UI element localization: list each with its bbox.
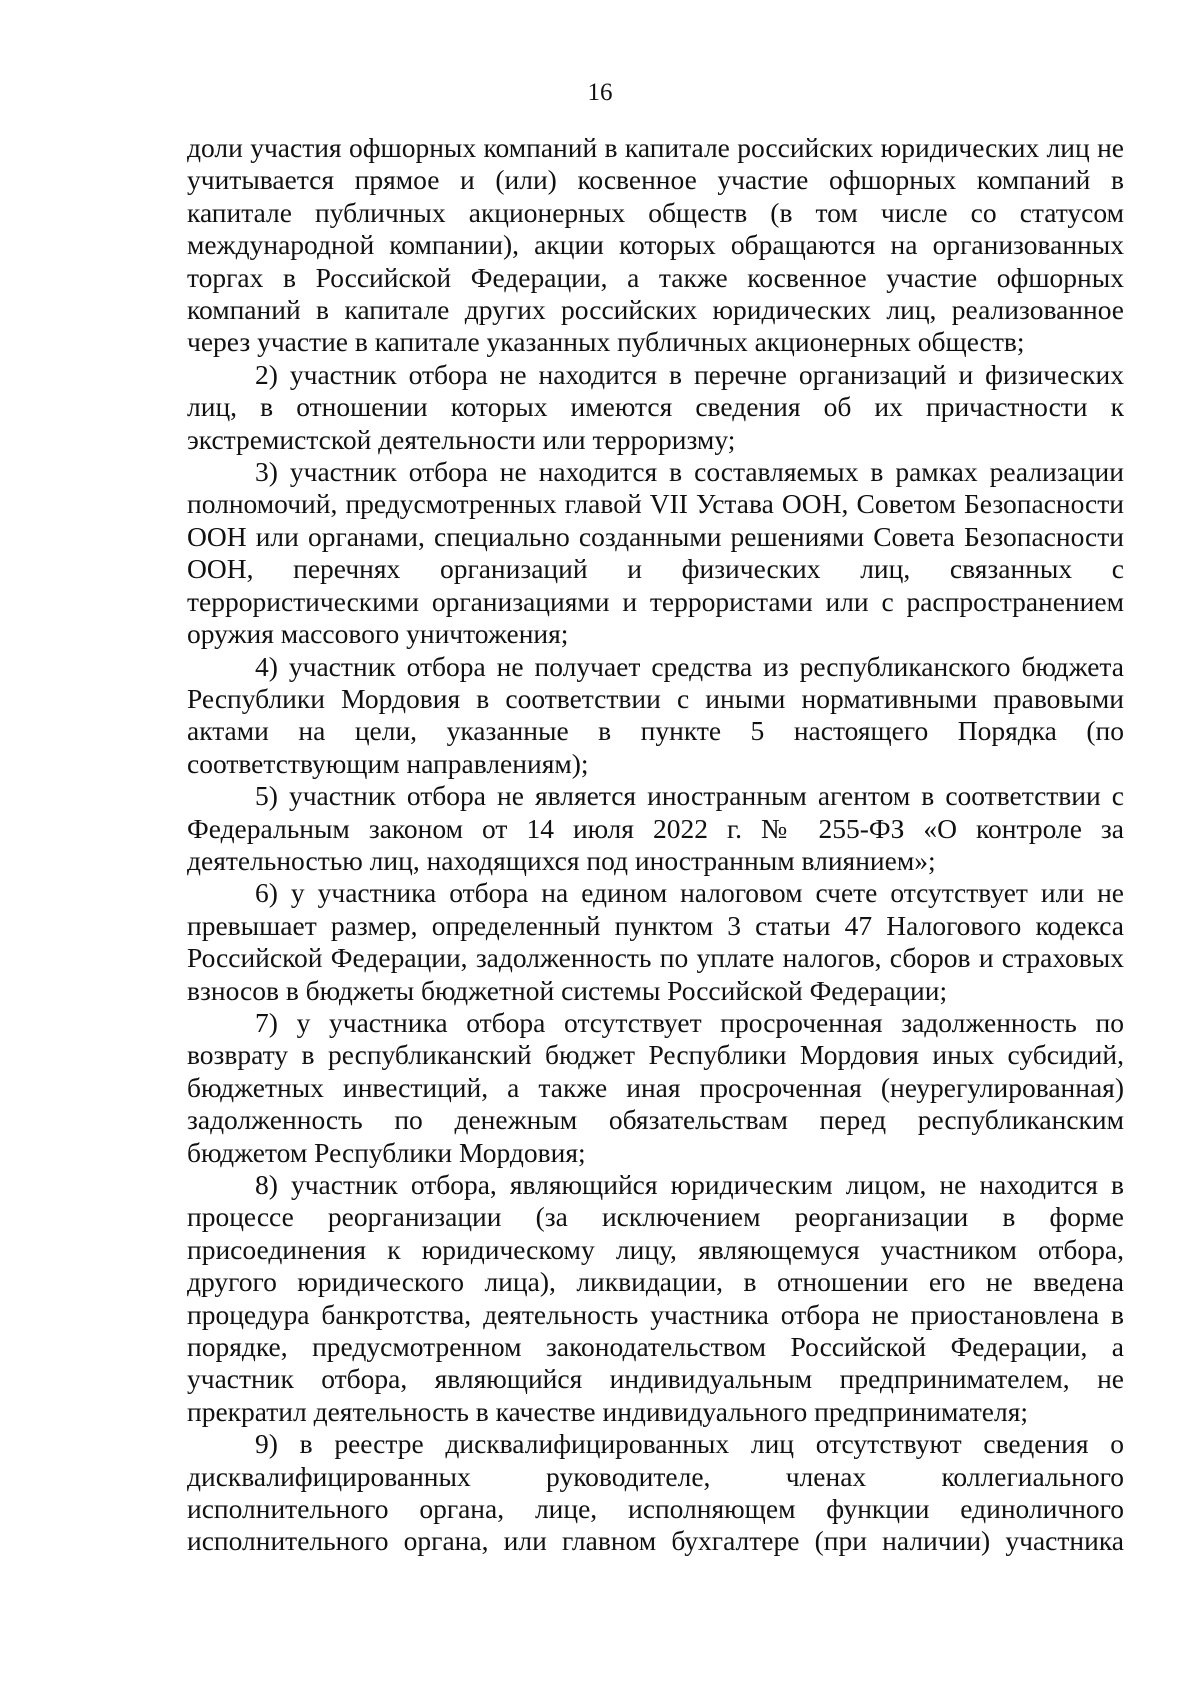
page-number: 16 (587, 79, 613, 106)
paragraph-offshore-participation: доли участия офшорных компаний в капитале российских юридических лиц не учитывается прямое и (или) косвенное участие офшорных компаний в капитале публичных акционерных обществ (в том числе со статусом международной компании), акции которых обращаются на организованных торгах в Российской Федерации, а также косвенное участие офшорных компаний в капитале других российских юридических лиц, реализованное через участие в капитале указанных публичных акционерных обществ; (187, 132, 1124, 358)
paragraph-item-6: 6) у участника отбора на едином налоговом счете отсутствует или не превышает размер, определенный пунктом 3 статьи 47 Налогового кодекса Российской Федерации, задолженность по уплате налогов, сборов и страховых взносов в бюджеты бюджетной системы Российской Федерации; (187, 877, 1124, 1006)
paragraph-item-9: 9) в реестре дисквалифицированных лиц отсутствуют сведения о дисквалифицированных руководителе, членах коллегиального исполнительного органа, лице, исполняющем функции единоличного исполнительного органа, или главном бухгалтере (при наличии) участника (187, 1428, 1124, 1557)
paragraph-item-5: 5) участник отбора не является иностранным агентом в соответствии с Федеральным законом от 14 июля 2022 г. № 255-ФЗ «О контроле за деятельностью лиц, находящихся под иностранным влиянием»; (187, 780, 1124, 876)
paragraph-item-3: 3) участник отбора не находится в составляемых в рамках реализации полномочий, предусмотренных главой VII Устава ООН, Советом Безопасности ООН или органами, специально созданными решениями Совета Безопасности ООН, перечнях организаций и физических лиц, связанных с террористическими организациями и террористами или с распространением оружия массового уничтожения; (187, 456, 1124, 650)
paragraph-item-8: 8) участник отбора, являющийся юридическим лицом, не находится в процессе реорганизации (за исключением реорганизации в форме присоединения к юридическому лицу, являющемуся участником отбора, другого юридического лица), ликвидации, в отношении его не введена процедура банкротства, деятельность участника отбора не приостановлена в порядке, предусмотренном законодательством Российской Федерации, а участник отбора, являющийся индивидуальным предпринимателем, не прекратил деятельность в качестве индивидуального предпринимателя; (187, 1169, 1124, 1427)
paragraph-item-2: 2) участник отбора не находится в перечне организаций и физических лиц, в отношении которых имеются сведения об их причастности к экстремистской деятельности или терроризму; (187, 358, 1124, 455)
document-body (187, 132, 1124, 1558)
paragraph-item-4: 4) участник отбора не получает средства из республиканского бюджета Республики Мордовия в соответствии с иными нормативными правовыми актами на цели, указанные в пункте 5 настоящего Порядка (по соответствующим направлениям); (187, 650, 1124, 779)
paragraph-item-7: 7) у участника отбора отсутствует просроченная задолженность по возврату в республиканский бюджет Республики Мордовия иных субсидий, бюджетных инвестиций, а также иная просроченная (неурегулированная) задолженность по денежным обязательствам перед республиканским бюджетом Республики Мордовия; (187, 1006, 1124, 1168)
